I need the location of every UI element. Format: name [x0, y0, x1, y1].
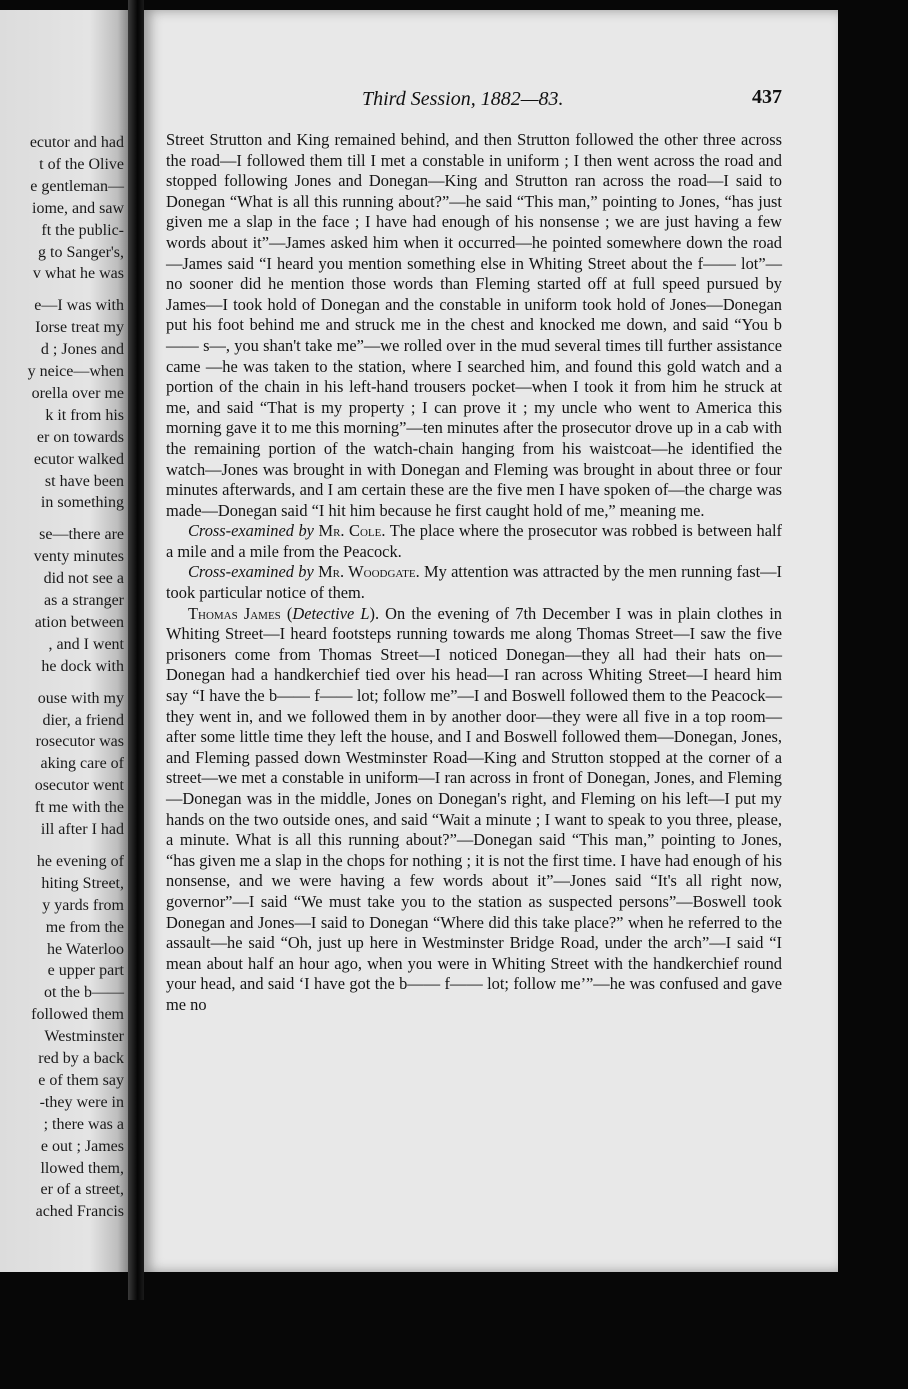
left-page-line: d ; Jones and	[40, 341, 124, 359]
left-page-line: t of the Olive	[39, 155, 124, 173]
left-page-line: Westminster	[44, 1028, 124, 1046]
counsel-name: Mr. Cole.	[318, 521, 386, 541]
left-page-line: ecutor walked	[33, 450, 124, 468]
left-page-line: ot the b——	[44, 984, 124, 1002]
left-page-line: ft the public-	[41, 221, 124, 239]
left-page-line: ft me with the	[34, 799, 124, 817]
cross-examination-text: My attention was attracted by the men running fast—I took particular notice of them.	[166, 562, 783, 603]
counsel-name: Mr. Woodgate.	[318, 562, 420, 582]
left-page-line: he dock with	[41, 657, 124, 675]
left-page-line: e out ; James	[40, 1137, 124, 1155]
left-page-line: ill after I had	[40, 821, 124, 838]
cross-examined-label: Cross-examined by	[188, 562, 314, 582]
left-page-line: Iorse treat my	[35, 319, 124, 337]
left-page-line: e upper part	[47, 962, 124, 980]
left-page-line: venty minutes	[33, 548, 124, 566]
left-page-line: ouse with my	[37, 689, 124, 707]
witness-testimony: . On the evening of 7th December I was in plain clothes in Whiting Street—I heard footsteps running towards me along Thomas Street—I saw the five prisoners come from Thomas Street—I noticed Donegan—they all had their hats on—Donegan had a handkerchief tied over his head—I ran across Whiting Street—I heard him say “I have the b—— f—— lot; follow me”—I and Boswell followed them to the Peacock—they went in, and we followed them in by another door—they were all five in a top room—after some little time they left the house, and I and Boswell followed them—Donegan, Jones, and Fleming passed down Westminster Road—King and Strutton stopped at the corner of a street—we met a constable in uniform—I ran across in front of Donegan, Jones, and Fleming—Donegan was in the middle, Jones on Donegan's right, and Fleming on his left—I put my hands on the two outside ones, and said “Wait a minute ; I want to speak to you three, please, a minute. What is all this running about?”—Donegan said “This man,” pointing to Jones, “has given me a slap in the chops for nothing ; it is not the first time. I have had enough of his nonsense, and we were having a few words about it”—Jones said “It's all right now, governor”—I said “We must take you to the station as suspected persons”—Boswell took Donegan and Jones—I said to Donegan “Where did this take place?” when he referred to the assault—he said “Oh, just up here in Westminster Bridge Road, under the arch”—I said “I mean about half an hour ago, when you were in Whiting Street with the handkerchief round your head, and said ‘I have got the b—— f—— lot; follow me’”—he was confused and gave me no	[166, 603, 783, 1014]
left-page-line: ached Francis	[35, 1203, 124, 1221]
left-page-line: y yards from	[42, 896, 124, 914]
witness-name: Thomas James	[188, 603, 281, 623]
cross-examined-label: Cross-examined by	[188, 521, 314, 541]
left-page-line: er on towards	[36, 428, 124, 446]
book-spine	[128, 0, 144, 1300]
left-page-line: e of them say	[38, 1071, 124, 1089]
left-page-line: did not see a	[43, 570, 124, 588]
left-page-line: rosecutor was	[35, 733, 124, 751]
left-page-line: dier, a friend	[42, 711, 124, 729]
running-header	[144, 88, 838, 118]
page-number: 437	[752, 86, 782, 108]
left-page-line: as a stranger	[44, 592, 124, 609]
left-page-line: osecutor went	[34, 777, 124, 795]
left-page-line: er of a street,	[40, 1181, 124, 1199]
body-text	[166, 130, 782, 1016]
left-page-line: y neice—when	[27, 363, 124, 380]
left-page-line: v what he was	[32, 265, 124, 283]
left-page-line: st have been	[44, 472, 124, 490]
cross-examination-cole	[166, 521, 782, 562]
left-page-line: e—I was with	[34, 297, 124, 315]
testimony-paragraph: Street Strutton and King remained behind, and then Strutton followed the other three across the road—I followed them till I met a constable in uniform ; I then went across the road and stopped following Jones and Donegan—King and Strutton ran across the road—I said to Donegan “What is all this running about?”—he said “This man,” pointing to Jones, “has just given me a slap in the face ; I have had enough of his nonsense ; we are just having a few words about it”—James asked him when it occurred—he pointed somewhere down the road—James said “I heard you mention something else in Whiting Street about the f—— lot”—no sooner did he mention those words than Fleming started off at full speed pursued by James—I took hold of Donegan and the constable in uniform took hold of Jones—Donegan put his foot behind me and struck me in the chest and knocked me down, and said “You b—— s—, you shan't take me”—we rolled over in the mud several times till further assistance came —he was taken to the station, where I searched him, and found this gold watch and a portion of the chain in his left-hand trousers pocket—when I took it from him he struck at me, and said “That is my property ; I can prove it ; my uncle who went to America this morning gave it to me this morning”—ten minutes after the prosecutor drove up in a cab with the remaining portion of the watch-chain hanging from his waistcoat—he identified the watch—Jones was brought in with Donegan and Fleming was brought in about three or four minutes afterwards, and I am certain these are the five men I have spoken of—the charge was made—Donegan said “I hit him because he first caught hold of me,” meaning me.	[166, 130, 782, 520]
left-page-line: red by a back	[38, 1050, 124, 1067]
left-page-line: in something	[40, 494, 124, 512]
left-page-line: ; there was a	[43, 1115, 124, 1133]
left-page-line: e gentleman—	[30, 177, 124, 195]
cross-examination-woodgate	[166, 562, 782, 603]
left-page-line: ecutor and had	[29, 134, 124, 151]
left-page-line: hiting Street,	[41, 874, 124, 892]
left-page-line: , and I went	[48, 635, 124, 653]
left-page-line: followed them	[31, 1006, 124, 1024]
left-page-line: me from the	[45, 918, 124, 936]
left-page-line: he evening of	[36, 852, 124, 870]
left-page-line: orella over me	[31, 384, 124, 402]
left-page-line: iome, and saw	[32, 199, 124, 217]
cross-examination-text: The place where the prosecutor was robbed is between half a mile and a mile from the Peacock.	[166, 521, 782, 561]
left-page-line: -they were in	[39, 1093, 124, 1111]
right-page	[144, 10, 838, 1272]
left-page-line: g to Sanger's,	[38, 243, 124, 261]
left-page-line: se—there are	[39, 526, 124, 544]
session-title: Third Session, 1882—83.	[362, 88, 564, 110]
left-page-line: ation between	[34, 613, 124, 631]
left-page-line: he Waterloo	[46, 940, 124, 958]
left-facing-page	[0, 10, 128, 1272]
left-page-line: aking care of	[40, 755, 124, 773]
witness-thomas-james: Thomas James (Detective L). On the evening of 7th December I was in plain clothes in Whiting Street—I heard footsteps running towards me along Thomas Street—I saw the five prisoners come from Thomas Street—I noticed Donegan—they all had their hats on—Donegan had a handkerchief tied over his head—I ran across Whiting Street—I heard him say “I have the b—— f—— lot; follow me”—I and Boswell followed them to the Peacock—they went in, and we followed them in by another door—they were all five in a top room—after some little time they left the house, and I and Boswell followed them—Donegan, Jones, and Fleming passed down Westminster Road—King and Strutton stopped at the corner of a street—we met a constable in uniform—I ran across in front of Donegan, Jones, and Fleming—Donegan was in the middle, Jones on Donegan's right, and Fleming on his left—I put my hands on the two outside ones, and said “Wait a minute ; I want to speak to you three, please, a minute. What is all this running about?”—Donegan said “This man,” pointing to Jones, “has given me a slap in the chops for nothing ; it is not the first time. I have had enough of his nonsense, and we were having a few words about it”—Jones said “It's all right now, governor”—I said “We must take you to the station as suspected persons”—Boswell took Donegan and Jones—I said to Donegan “Where did this take place?” when he referred to the assault—he said “Oh, just up here in Westminster Bridge Road, under the arch”—I said “I mean about half an hour ago, when you were in Whiting Street with the handkerchief round your head, and said ‘I have got the b—— f—— lot; follow me’”—he was confused and gave me no	[166, 603, 783, 1014]
witness-role: Detective L	[292, 603, 370, 623]
left-page-line: llowed them,	[40, 1159, 124, 1177]
left-page-line: k it from his	[45, 406, 124, 424]
